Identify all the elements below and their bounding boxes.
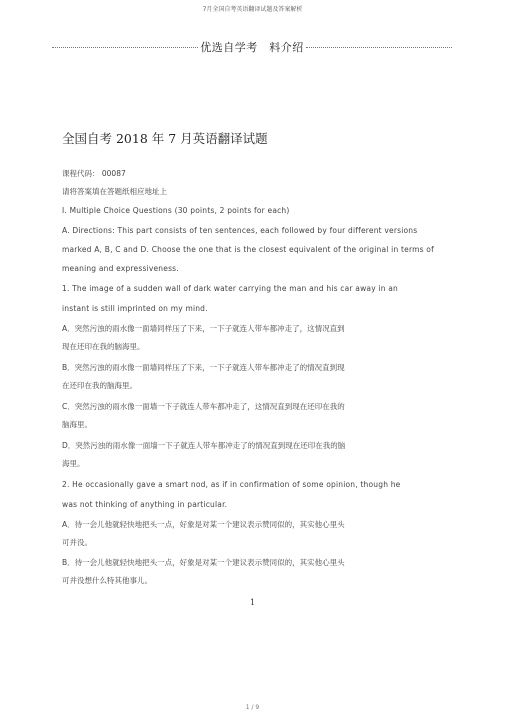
directions-line: A. Directions: This part consists of ten sentences, each followed by four different versions <box>62 226 418 235</box>
option-a: 可并没。 <box>62 538 92 547</box>
option-a: A．突然污浊的雨水像一面墙同样压了下来，一下子就连人带车都冲走了，这情况直到 <box>62 324 345 333</box>
option-a: A．待一会儿他就轻快地把头一点，好象是对某一个建议表示赞同似的，其实他心里头 <box>62 520 345 529</box>
question-stem: 2. He occasionally gave a smart nod, as if in confirmation of some opinion, though he <box>62 480 401 489</box>
course-code: 课程代码： 00087 <box>62 169 126 178</box>
page-count: 1 / 9 <box>245 704 260 711</box>
option-c: 脑海里。 <box>62 420 92 429</box>
question-stem: instant is still imprinted on my mind. <box>62 304 208 313</box>
option-b: 在还印在我的脑海里。 <box>62 381 137 390</box>
section-heading: I. Multiple Choice Questions (30 points, 2 points for each) <box>62 206 290 215</box>
option-d: D．突然污浊的雨水像一面墙一下子就连人带车都冲走了的情况直到现在还印在我的脑 <box>62 441 346 450</box>
banner-right-rule <box>306 47 452 48</box>
banner-left-rule <box>52 47 198 48</box>
document-header: 7月全国自考英语翻译试题及答案解析 <box>202 6 303 13</box>
option-b: 可并没想什么特其他事儿。 <box>62 576 152 585</box>
page-number: 1 <box>249 598 256 607</box>
question-stem: 1. The image of a sudden wall of dark water carrying the man and his car away in an <box>62 284 398 293</box>
banner <box>52 40 452 54</box>
option-b: B．待一会儿他就轻快地把头一点，好象是对某一个建议表示赞同似的，其实他心里头 <box>62 558 345 567</box>
directions-line: marked A, B, C and D. Choose the one that is the closest equivalent of the original in terms of <box>62 245 434 254</box>
option-a: 现在还印在我的脑海里。 <box>62 342 145 351</box>
option-b: B．突然污浊的雨水像一面墙同样压了下来，一下子就连人带车都冲走了的情况直到现 <box>62 363 345 372</box>
question-stem: was not thinking of anything in particular. <box>62 500 228 509</box>
banner-text: 优选自学考 料介绍 <box>200 41 304 54</box>
document-title: 全国自考 2018 年 7 月英语翻译试题 <box>62 131 268 146</box>
answer-instruction: 请将答案填在答题纸相应地址上 <box>62 187 167 196</box>
option-c: C．突然污浊的雨水像一面墙一下子就连人带车都冲走了，这情况直到现在还印在我的 <box>62 402 345 411</box>
option-d: 海里。 <box>62 459 85 468</box>
directions-line: meaning and expressiveness. <box>62 264 179 273</box>
